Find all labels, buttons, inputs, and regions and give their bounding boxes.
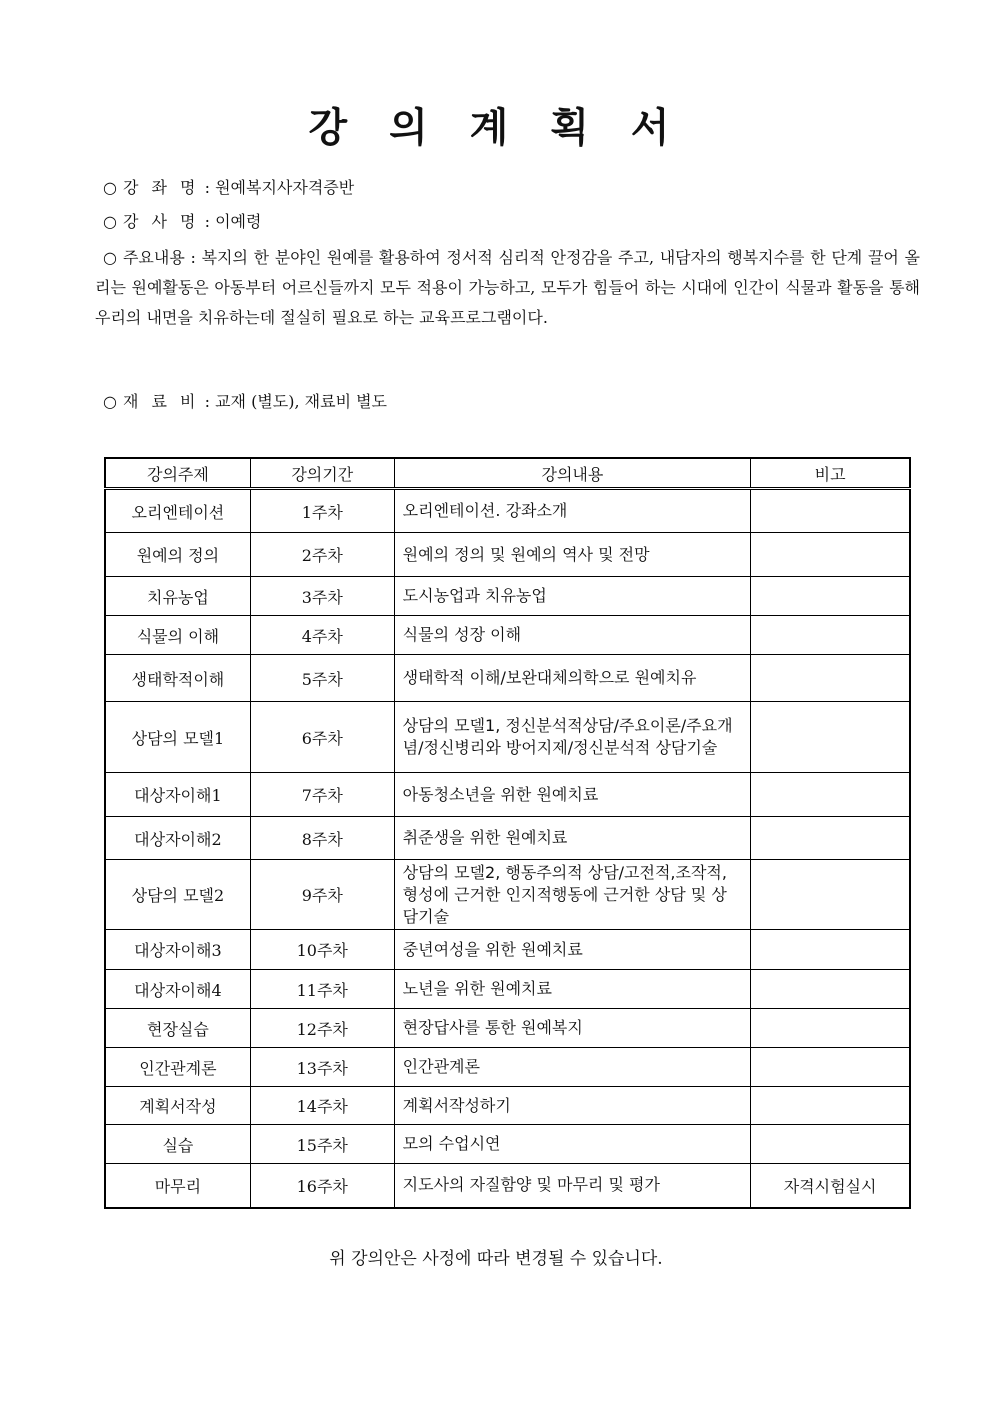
instructor-value: : 이예령: [204, 212, 262, 231]
cell-subject: 오리엔테이션: [105, 489, 250, 533]
cell-content: 원예의 정의 및 원예의 역사 및 전망: [394, 533, 751, 577]
cell-subject: 원예의 정의: [105, 533, 250, 577]
material-fee-label: 재 료 비: [122, 392, 200, 411]
cell-content: 식물의 성장 이해: [394, 616, 751, 655]
main-content-label: 주요내용: [122, 248, 185, 267]
cell-subject: 마무리: [105, 1164, 250, 1208]
cell-content: 생태학적 이해/보완대체의학으로 원예치유: [394, 655, 751, 702]
table-row: [105, 1009, 910, 1048]
table-body: [105, 489, 910, 1208]
circle-bullet-icon: ○: [103, 392, 117, 411]
cell-period: 2주차: [250, 533, 394, 577]
course-name-value: : 원예복지사자격증반: [204, 178, 355, 197]
cell-note: [751, 930, 910, 970]
cell-note: [751, 773, 910, 817]
table-row: [105, 533, 910, 577]
cell-subject: 상담의 모델1: [105, 702, 250, 773]
cell-content: 노년을 위한 원예치료: [394, 970, 751, 1009]
table-row: [105, 1125, 910, 1164]
cell-period: 10주차: [250, 930, 394, 970]
instructor-line: [95, 210, 920, 234]
cell-period: 6주차: [250, 702, 394, 773]
instructor-label: 강 사 명: [122, 212, 200, 231]
table-row: [105, 655, 910, 702]
table-row: [105, 970, 910, 1009]
cell-period: 15주차: [250, 1125, 394, 1164]
cell-content: 모의 수업시연: [394, 1125, 751, 1164]
cell-note: [751, 577, 910, 616]
main-content-value: : 복지의 한 분야인 원예를 활용하여 정서적 심리적 안정감을 주고, 내담자의 행복지수를 한 단계 끌어 올리는 원예활동은 아동부터 어르신들까지 모두 적용이 가능하고, 모두가 힘들어 하는 시대에 인간이 식물과 활동을 통해 우리의 내면을 치유하는데 절실히 필요로 하는 교육프로그램이다.: [95, 248, 921, 327]
lecture-plan-table: [104, 457, 911, 1209]
document-title: 강 의 계 획 서: [308, 105, 684, 151]
cell-note: [751, 655, 910, 702]
header-content: 강의내용: [394, 458, 751, 489]
table-row: [105, 930, 910, 970]
cell-subject: 현장실습: [105, 1009, 250, 1048]
cell-content: 취준생을 위한 원예치료: [394, 817, 751, 860]
cell-subject: 계획서작성: [105, 1087, 250, 1125]
cell-subject: 대상자이해4: [105, 970, 250, 1009]
table-row: [105, 773, 910, 817]
table-row: [105, 817, 910, 860]
table-row: [105, 702, 910, 773]
table-row: [105, 1048, 910, 1087]
table-row: [105, 860, 910, 930]
cell-period: 1주차: [250, 489, 394, 533]
cell-content: 중년여성을 위한 원예치료: [394, 930, 751, 970]
cell-content: 상담의 모델2, 행동주의적 상담/고전적,조작적, 형성에 근거한 인지적행동에 근거한 상담 및 상담기술: [394, 860, 751, 930]
cell-subject: 대상자이해2: [105, 817, 250, 860]
cell-period: 9주차: [250, 860, 394, 930]
cell-period: 11주차: [250, 970, 394, 1009]
cell-note: [751, 702, 910, 773]
material-fee-line: [95, 390, 920, 414]
cell-period: 7주차: [250, 773, 394, 817]
cell-content: 현장답사를 통한 원예복지: [394, 1009, 751, 1048]
cell-subject: 식물의 이해: [105, 616, 250, 655]
cell-period: 4주차: [250, 616, 394, 655]
cell-content: 인간관계론: [394, 1048, 751, 1087]
header-subject: 강의주제: [105, 458, 250, 489]
cell-period: 16주차: [250, 1164, 394, 1208]
circle-bullet-icon: ○: [103, 178, 117, 197]
cell-subject: 치유농업: [105, 577, 250, 616]
cell-subject: 실습: [105, 1125, 250, 1164]
circle-bullet-icon: ○: [103, 248, 117, 267]
course-name-label: 강 좌 명: [122, 178, 200, 197]
cell-period: 12주차: [250, 1009, 394, 1048]
cell-subject: 상담의 모델2: [105, 860, 250, 930]
cell-note: [751, 1048, 910, 1087]
cell-subject: 대상자이해1: [105, 773, 250, 817]
header-note: 비고: [751, 458, 910, 489]
footer-note: 위 강의안은 사정에 따라 변경될 수 있습니다.: [329, 1249, 663, 1269]
table-row: [105, 489, 910, 533]
cell-period: 13주차: [250, 1048, 394, 1087]
cell-note: [751, 817, 910, 860]
header-period: 강의기간: [250, 458, 394, 489]
cell-period: 5주차: [250, 655, 394, 702]
cell-content: 계획서작성하기: [394, 1087, 751, 1125]
cell-content: 상담의 모델1, 정신분석적상담/주요이론/주요개념/정신병리와 방어지제/정신분석적 상담기술: [394, 702, 751, 773]
cell-note: [751, 489, 910, 533]
cell-subject: 생태학적이해: [105, 655, 250, 702]
course-name-line: [95, 176, 920, 200]
cell-note: [751, 533, 910, 577]
cell-note: [751, 1009, 910, 1048]
cell-period: 3주차: [250, 577, 394, 616]
circle-bullet-icon: ○: [103, 212, 117, 231]
cell-note: [751, 970, 910, 1009]
table-row: [105, 577, 910, 616]
cell-period: 14주차: [250, 1087, 394, 1125]
cell-content: 아동청소년을 위한 원예치료: [394, 773, 751, 817]
cell-note: [751, 616, 910, 655]
table-row: [105, 1087, 910, 1125]
cell-content: 도시농업과 치유농업: [394, 577, 751, 616]
cell-subject: 대상자이해3: [105, 930, 250, 970]
cell-content: 지도사의 자질함양 및 마무리 및 평가: [394, 1164, 751, 1208]
cell-note: [751, 860, 910, 930]
cell-note: 자격시험실시: [751, 1164, 910, 1208]
table-header-row: [105, 458, 910, 489]
cell-note: [751, 1125, 910, 1164]
table-row: [105, 616, 910, 655]
table-row: [105, 1164, 910, 1208]
cell-content: 오리엔테이션. 강좌소개: [394, 489, 751, 533]
cell-note: [751, 1087, 910, 1125]
cell-subject: 인간관계론: [105, 1048, 250, 1087]
main-content-paragraph: [95, 243, 920, 333]
cell-period: 8주차: [250, 817, 394, 860]
material-fee-value: : 교재 (별도), 재료비 별도: [204, 392, 388, 411]
